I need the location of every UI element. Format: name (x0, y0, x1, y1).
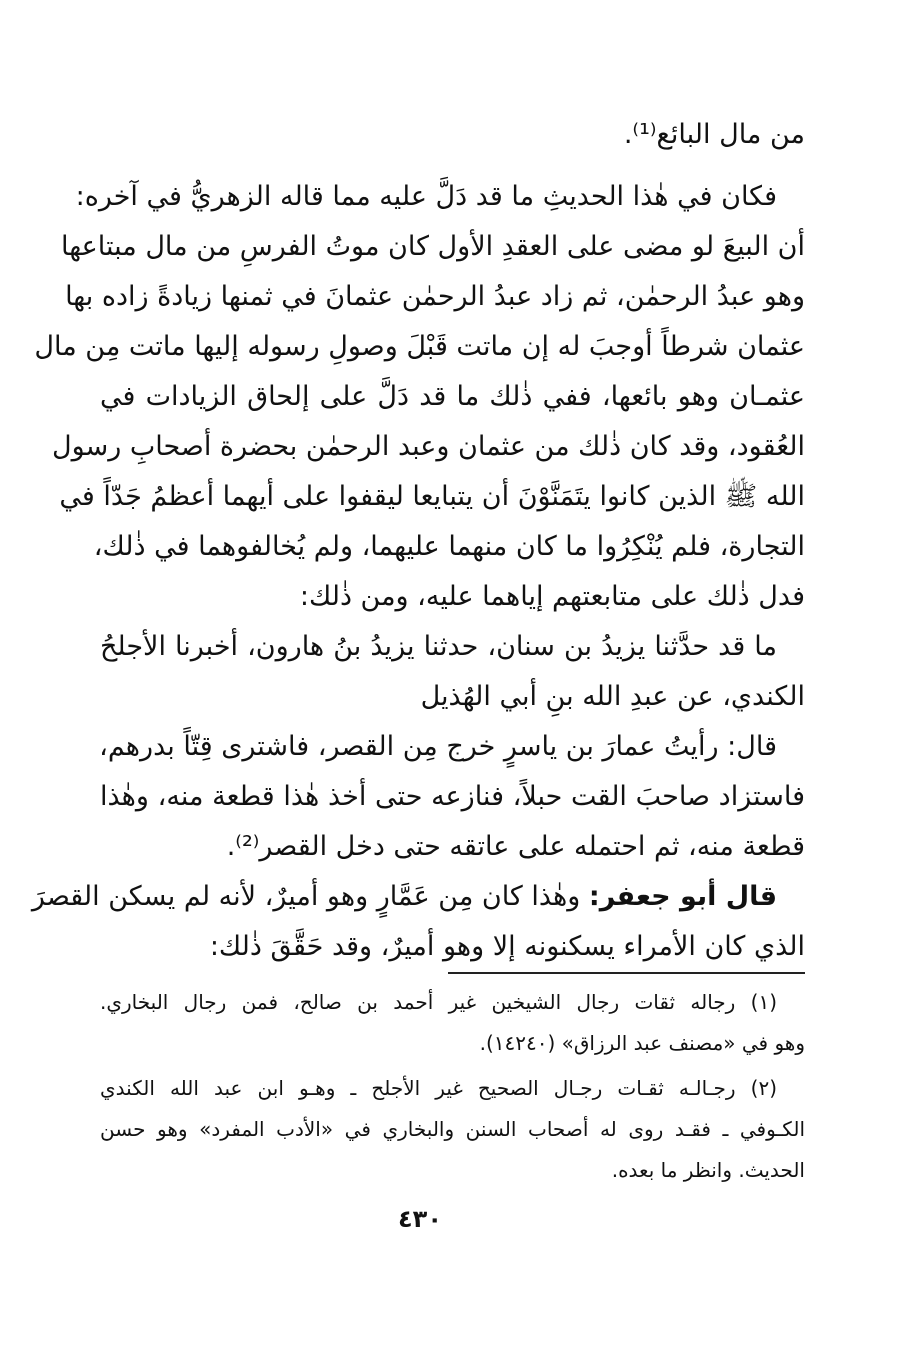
footnote-line: (١) رجاله ثقات رجال الشيخين غير أحمد بن صالح، فمن رجال البخاري. (100, 990, 777, 1014)
main-text (31, 110, 805, 972)
text-line: العُقود، وقد كان ذٰلك من عثمان وعبد الرحمٰن بحضرة أصحابِ رسول (52, 431, 805, 462)
text-line: من مال البائع⁽¹⁾. (623, 119, 805, 150)
text-line: عثمـان وهو بائعها، ففي ذٰلك ما قد دَلَّ على إلحاق الزيادات في (100, 381, 805, 412)
text-line: التجارة، فلم يُنْكِرُوا ما كان منهما عليهما، ولم يُخالفوهما في ذٰلك، (93, 531, 805, 562)
text-line (31, 872, 805, 922)
text-line: أن البيعَ لو مضى على العقدِ الأول كان موتُ الفرسِ من مال مبتاعها (60, 231, 805, 262)
footnote-divider (448, 972, 805, 974)
text-line: فدل ذٰلك على متابعتهم إياهما عليه، ومن ذٰلك: (299, 581, 805, 612)
text-run: وهٰذا كان مِن عَمَّارٍ وهو أميرٌ، لأنه لم يسكن القصرَ (31, 881, 589, 912)
text-line: فاستزاد صاحبَ القت حبلاً، فنازعه حتى أخذ هٰذا قطعة منه، وهٰذا (100, 781, 805, 812)
text-line: الله ﷺ الذين كانوا يتَمَنَّوْنَ أن يتبايعا ليقفوا على أيهما أعظمُ جَدّاً في (59, 481, 805, 512)
speaker-label: قال أبو جعفر: (588, 881, 777, 912)
text-line: ما قد حدَّثنا يزيدُ بن سنان، حدثنا يزيدُ بنُ هارون، أخبرنا الأجلحُ (100, 631, 777, 662)
paragraph-gap (100, 160, 805, 172)
text-line: عثمان شرطاً أوجبَ له إن ماتت قَبْلَ وصولِ رسوله إليها ماتت مِن مال (34, 331, 805, 362)
text-line: وهو عبدُ الرحمٰن، ثم زاد عبدُ الرحمٰن عثمانَ في ثمنها زيادةً زاده بها (65, 281, 805, 312)
footnote-line: الكـوفي ـ فقـد روى له أصحاب السنن والبخاري في «الأدب المفرد» وهو حسن (100, 1117, 805, 1141)
text-line: قطعة منه، ثم احتمله على عاتقه حتى دخل القصر⁽²⁾. (226, 831, 805, 862)
footnotes (100, 982, 805, 1191)
footnote-line: الحديث. وانظر ما بعده. (611, 1158, 805, 1182)
text-line: فكان في هٰذا الحديثِ ما قد دَلَّ عليه مما قاله الزهريُّ في آخره: (75, 181, 777, 212)
text-line: قال: رأيتُ عمارَ بن ياسرٍ خرج مِن القصر، فاشترى قِتّاً بدرهم، (99, 731, 777, 762)
page-number: ٤٣٠ (398, 1205, 442, 1233)
text-line: الذي كان الأمراء يسكنونه إلا وهو أميرٌ، وقد حَقَّقَ ذٰلك: (209, 931, 805, 962)
text-line: الكندي، عن عبدِ الله بنِ أبي الهُذيل (420, 681, 805, 712)
footnote-line: وهو في «مصنف عبد الرزاق» (١٤٢٤٠). (479, 1031, 805, 1055)
footnote-line: (٢) رجـالـه ثقـات رجـال الصحيح غير الأجلح ـ وهـو ابن عبد الله الكندي (100, 1076, 777, 1100)
